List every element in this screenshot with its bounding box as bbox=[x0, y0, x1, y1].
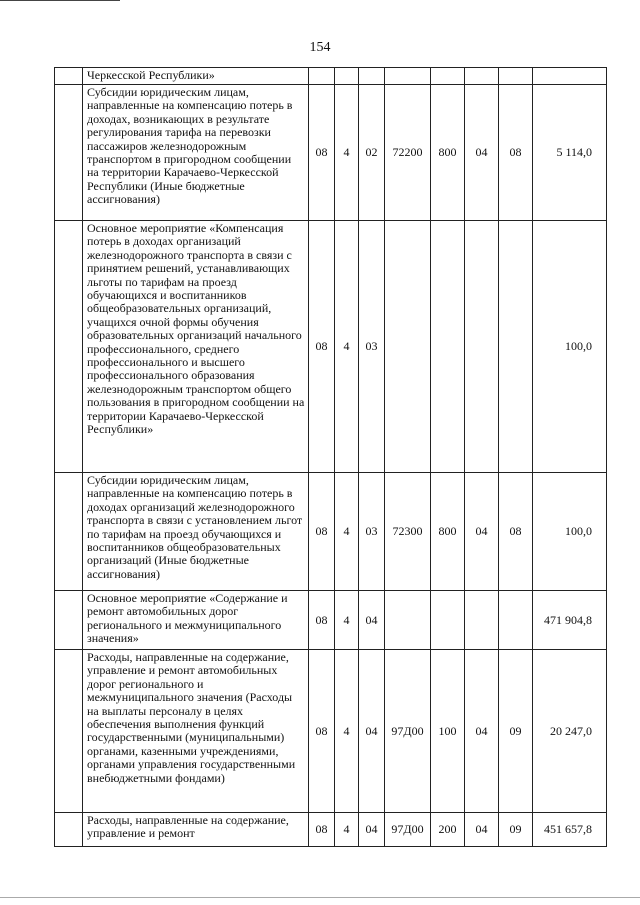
code-cell: 08 bbox=[499, 85, 533, 221]
row-name: Основное мероприятие «Содержание и ремонт автомобильных дорог регионального и межмуниципального значения» bbox=[83, 591, 309, 650]
code-cell: 08 bbox=[309, 813, 335, 847]
row-index-cell bbox=[55, 650, 83, 813]
row-index-cell bbox=[55, 85, 83, 221]
code-cell bbox=[385, 221, 431, 473]
code-cell bbox=[465, 591, 499, 650]
code-cell: 03 bbox=[359, 473, 385, 591]
code-cell bbox=[431, 68, 465, 85]
row-name: Основное мероприятие «Компенсация потерь в доходах организаций железнодорожного транспорта в связи с принятием решений, устанавливающих льготы по тарифам на проезд обучающихся и воспитанников общеобразовательных организаций, учащихся очной формы обучения образовательных организаций начального профессионального, среднего профессионального и высшего профессионального образования железнодорожным транспортом общего пользования в пригородном сообщении на территории Карачаево-Черкесской Республики» bbox=[83, 221, 309, 473]
code-cell: 08 bbox=[309, 221, 335, 473]
row-index-cell bbox=[55, 68, 83, 85]
code-cell: 09 bbox=[499, 813, 533, 847]
table-row bbox=[55, 813, 607, 847]
code-cell bbox=[431, 591, 465, 650]
amount-cell: 20 247,0 bbox=[533, 650, 607, 813]
code-cell bbox=[465, 68, 499, 85]
code-cell bbox=[499, 221, 533, 473]
code-cell: 72300 bbox=[385, 473, 431, 591]
code-cell: 800 bbox=[431, 85, 465, 221]
code-cell: 04 bbox=[465, 85, 499, 221]
code-cell: 800 bbox=[431, 473, 465, 591]
table-row bbox=[55, 591, 607, 650]
row-name: Субсидии юридическим лицам, направленные на компенсацию потерь в доходах, возникающих в результате регулирования тарифа на перевозки пассажиров железнодорожным транспортом в пригородном сообщении на территории Карачаево-Черкесской Республики (Иные бюджетные ассигнования) bbox=[83, 85, 309, 221]
code-cell bbox=[385, 68, 431, 85]
scan-bottom-edge bbox=[0, 897, 640, 898]
code-cell: 72200 bbox=[385, 85, 431, 221]
code-cell: 04 bbox=[465, 650, 499, 813]
code-cell: 08 bbox=[309, 473, 335, 591]
row-index-cell bbox=[55, 813, 83, 847]
code-cell: 4 bbox=[335, 473, 359, 591]
amount-cell: 471 904,8 bbox=[533, 591, 607, 650]
row-name: Субсидии юридическим лицам, направленные на компенсацию потерь в доходах организаций железнодорожного транспорта в связи с установлением льгот по тарифам на проезд обучающихся и воспитанников общеобразовательных организаций (Иные бюджетные ассигнования) bbox=[83, 473, 309, 591]
code-cell bbox=[335, 68, 359, 85]
scan-artifact-line bbox=[0, 0, 120, 1]
code-cell: 4 bbox=[335, 221, 359, 473]
code-cell bbox=[499, 68, 533, 85]
code-cell bbox=[385, 591, 431, 650]
table-row bbox=[55, 85, 607, 221]
code-cell: 03 bbox=[359, 221, 385, 473]
code-cell: 08 bbox=[309, 85, 335, 221]
code-cell: 04 bbox=[465, 813, 499, 847]
code-cell bbox=[359, 68, 385, 85]
table-row bbox=[55, 473, 607, 591]
code-cell: 08 bbox=[309, 650, 335, 813]
amount-cell: 5 114,0 bbox=[533, 85, 607, 221]
code-cell: 02 bbox=[359, 85, 385, 221]
code-cell: 4 bbox=[335, 650, 359, 813]
code-cell: 4 bbox=[335, 813, 359, 847]
code-cell: 04 bbox=[465, 473, 499, 591]
row-index-cell bbox=[55, 473, 83, 591]
code-cell bbox=[499, 591, 533, 650]
row-index-cell bbox=[55, 591, 83, 650]
row-name: Расходы, направленные на содержание, управление и ремонт автомобильных дорог регионального и межмуниципального значения (Расходы на выплаты персоналу в целях обеспечения выполнения функций государственными (муниципальными) органами, казенными учреждениями, органами управления государственными внебюджетными фондами) bbox=[83, 650, 309, 813]
row-name: Черкесской Республики» bbox=[83, 68, 309, 85]
code-cell: 200 bbox=[431, 813, 465, 847]
code-cell bbox=[431, 221, 465, 473]
amount-cell: 100,0 bbox=[533, 221, 607, 473]
code-cell: 4 bbox=[335, 85, 359, 221]
table-row bbox=[55, 221, 607, 473]
code-cell: 100 bbox=[431, 650, 465, 813]
code-cell: 4 bbox=[335, 591, 359, 650]
code-cell: 97Д00 bbox=[385, 650, 431, 813]
row-name: Расходы, направленные на содержание, управление и ремонт bbox=[83, 813, 309, 847]
code-cell: 04 bbox=[359, 813, 385, 847]
code-cell bbox=[465, 221, 499, 473]
amount-cell: 100,0 bbox=[533, 473, 607, 591]
row-index-cell bbox=[55, 221, 83, 473]
code-cell: 04 bbox=[359, 591, 385, 650]
code-cell: 08 bbox=[309, 591, 335, 650]
code-cell: 09 bbox=[499, 650, 533, 813]
code-cell: 04 bbox=[359, 650, 385, 813]
code-cell: 97Д00 bbox=[385, 813, 431, 847]
amount-cell: 451 657,8 bbox=[533, 813, 607, 847]
code-cell bbox=[309, 68, 335, 85]
code-cell: 08 bbox=[499, 473, 533, 591]
page-number: 154 bbox=[309, 40, 331, 55]
table-row bbox=[55, 650, 607, 813]
amount-cell bbox=[533, 68, 607, 85]
table-row bbox=[55, 68, 607, 85]
budget-table bbox=[54, 67, 607, 847]
